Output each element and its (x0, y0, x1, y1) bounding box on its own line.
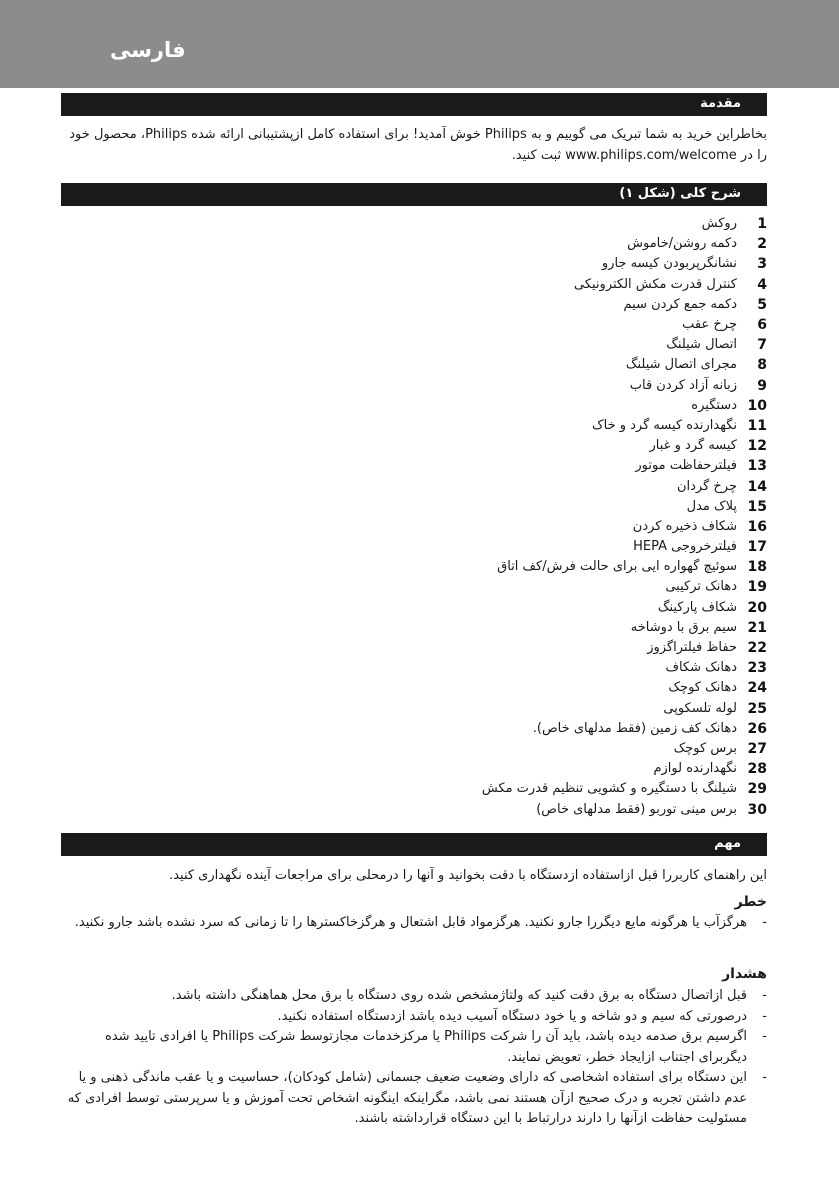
overview-item-label: برس کوچک (673, 740, 737, 756)
overview-item-label: برس مینی توربو (فقط مدلهای خاص) (536, 801, 737, 817)
bullet-item (61, 913, 767, 934)
overview-item-number: 15 (747, 498, 767, 515)
overview-item-label: شکاف پارکینگ (657, 599, 737, 615)
overview-item-number: 25 (747, 700, 767, 717)
overview-item-number: 11 (747, 417, 767, 434)
overview-item-number: 26 (747, 720, 767, 737)
overview-item (127, 295, 767, 315)
overview-item-label: دهانک کف زمین (فقط مدلهای خاص). (532, 720, 737, 736)
important-intro: این راهنمای کاربررا قبل ازاستفاده ازدستگاه با دقت بخوانید و آنها را درمحلی برای مراجعات آینده نگهداری کنید. (169, 868, 767, 883)
overview-item (127, 456, 767, 476)
overview-item-label: چرخ گردان (676, 478, 737, 494)
overview-item (127, 739, 767, 759)
overview-item (127, 436, 767, 456)
overview-item-label: فیلترخروجی HEPA (633, 539, 737, 555)
overview-item-label: نشانگرپربودن کیسه جارو (601, 256, 737, 272)
overview-item-number: 2 (757, 236, 767, 253)
overview-item-number: 19 (747, 579, 767, 596)
overview-item-label: حفاظ فیلتراگزوز (647, 640, 737, 656)
overview-item-number: 13 (747, 458, 767, 475)
bullet-item (61, 986, 767, 1007)
overview-item-number: 6 (757, 317, 767, 334)
overview-item (127, 678, 767, 698)
overview-item-label: مجرای اتصال شیلنگ (625, 357, 737, 373)
overview-item (127, 315, 767, 335)
overview-item (127, 335, 767, 355)
overview-item-label: شیلنگ با دستگیره و کشویی تنظیم قدرت مکش (481, 781, 737, 797)
overview-item-label: چرخ عقب (682, 317, 737, 333)
bullet-dash: - (762, 1008, 767, 1024)
overview-item-label: دستگیره (691, 397, 737, 413)
overview-item-number: 3 (757, 256, 767, 273)
warning-list (61, 986, 767, 1130)
overview-item-label: روکش (701, 216, 737, 232)
overview-item (127, 618, 767, 638)
overview-item-label: فیلترحفاظت موتور (635, 458, 737, 474)
overview-item (127, 254, 767, 274)
intro-heading: مقدمة (61, 93, 767, 116)
overview-item (127, 355, 767, 375)
important-heading: مهم (61, 833, 767, 856)
overview-item (127, 376, 767, 396)
overview-item-number: 17 (747, 539, 767, 556)
overview-item (127, 234, 767, 254)
overview-item-label: دهانک ترکیبی (665, 579, 737, 595)
overview-item (127, 537, 767, 557)
overview-item (127, 214, 767, 234)
overview-item-number: 14 (747, 478, 767, 495)
bullet-item (61, 1068, 767, 1130)
bullet-dash: - (762, 915, 767, 930)
overview-item-number: 21 (747, 619, 767, 636)
overview-item (127, 759, 767, 779)
overview-item-number: 18 (747, 559, 767, 576)
danger-list (61, 913, 767, 934)
overview-item (127, 517, 767, 537)
overview-item-number: 16 (747, 518, 767, 535)
overview-item (127, 476, 767, 496)
overview-item-number: 30 (747, 801, 767, 818)
overview-item-number: 23 (747, 660, 767, 677)
overview-item (127, 719, 767, 739)
overview-item (127, 416, 767, 436)
overview-item-label: سیم برق با دوشاخه (630, 619, 737, 635)
bullet-text: این دستگاه برای استفاده اشخاصی که دارای وضعیت ضعیف جسمانی (شامل کودکان)، حساسیت و یا عقب ماندگی ذهنی و یا عدم داشتن تجربه و درک صحیح ازآن هستند نمی باشد، مگراینکه اینگونه اشخاص تحت آموزش و یا سرپرستی توسط افرادی که مسئولیت حفاظت ازآنها را دارند درارتباط با این دستگاه قرارداشته باشند. (67, 1070, 747, 1126)
overview-item (127, 799, 767, 819)
overview-item-label: کنترل قدرت مکش الکترونیکی (573, 276, 737, 292)
warning-heading: هشدار (722, 966, 767, 982)
overview-item-number: 10 (747, 397, 767, 414)
bullet-dash: - (762, 988, 767, 1003)
overview-item (127, 577, 767, 597)
overview-item-number: 5 (757, 296, 767, 313)
overview-item-label: کیسه گرد و غبار (649, 438, 737, 454)
overview-item-number: 4 (757, 276, 767, 293)
overview-item-number: 20 (747, 599, 767, 616)
overview-item-label: لوله تلسکوپی (663, 700, 737, 716)
danger-heading: خطر (734, 894, 767, 910)
overview-item-number: 24 (747, 680, 767, 697)
overview-item (127, 275, 767, 295)
overview-item (127, 598, 767, 618)
intro-text: بخاطراین خرید به شما تبریک می گوییم و به Philips خوش آمدید! برای استفاده کامل ازپشتیبانی ارائه شده Philips، محصول خود را در www.philips.com/welcome ثبت کنید. (69, 127, 767, 163)
bullet-dash: - (762, 1070, 767, 1085)
overview-item-label: اتصال شیلنگ (666, 337, 737, 353)
overview-item-number: 1 (757, 216, 767, 233)
overview-item (127, 779, 767, 799)
overview-item-label: دهانک کوچک (668, 680, 737, 696)
header-band (0, 0, 839, 88)
overview-item (127, 557, 767, 577)
bullet-item (61, 1027, 767, 1068)
overview-item-label: دکمه روشن/خاموش (627, 236, 737, 252)
overview-item-label: سوئیچ گهواره ایی برای حالت فرش/کف اتاق (497, 559, 737, 575)
overview-item-label: دکمه جمع کردن سیم (623, 296, 737, 312)
overview-item-number: 7 (757, 337, 767, 354)
overview-item-number: 22 (747, 640, 767, 657)
overview-item-number: 8 (757, 357, 767, 374)
overview-item (127, 497, 767, 517)
bullet-dash: - (762, 1029, 767, 1044)
overview-item-label: شکاف ذخیره کردن (632, 518, 737, 534)
overview-item-number: 29 (747, 781, 767, 798)
overview-item (127, 699, 767, 719)
overview-item-label: دهانک شکاف (665, 660, 737, 676)
bullet-text: درصورتی که سیم و دو شاخه و یا خود دستگاه آسیب دیده باشد ازدستگاه استفاده نکنید. (277, 1008, 747, 1024)
overview-list (127, 214, 767, 820)
overview-item-number: 9 (757, 377, 767, 394)
overview-item-label: پلاک مدل (686, 498, 737, 514)
overview-item-number: 27 (747, 740, 767, 757)
overview-item-label: نگهدارنده کیسه گرد و خاک (591, 417, 737, 433)
bullet-text: هرگزآب یا هرگونه مایع دیگررا جارو نکنید. هرگزمواد قابل اشتعال و هرگزخاکسترها را تا زمانی که سرد نشده باشد جارو نکنید. (74, 915, 747, 930)
overview-heading: شرح کلی (شکل ۱) (61, 183, 767, 206)
overview-item (127, 658, 767, 678)
bullet-text: اگرسیم برق صدمه دیده باشد، باید آن را شرکت Philips یا مرکزخدمات مجازتوسط شرکت Philips یا افرادی تایید شده دیگربرای اجتناب ازایجاد خطر، تعویض نمایند. (105, 1029, 747, 1065)
bullet-item (61, 1007, 767, 1028)
overview-item (127, 638, 767, 658)
overview-item (127, 396, 767, 416)
overview-item-number: 28 (747, 761, 767, 778)
overview-item-label: زبانه آزاد کردن قاب (629, 377, 737, 393)
overview-item-number: 12 (747, 438, 767, 455)
language-title: فارسی (110, 38, 186, 62)
bullet-text: قبل ازاتصال دستگاه به برق دقت کنید که ولتاژمشخص شده روی دستگاه با برق محل هماهنگی داشته باشد. (171, 988, 747, 1003)
overview-item-label: نگهدارنده لوازم (653, 761, 737, 777)
